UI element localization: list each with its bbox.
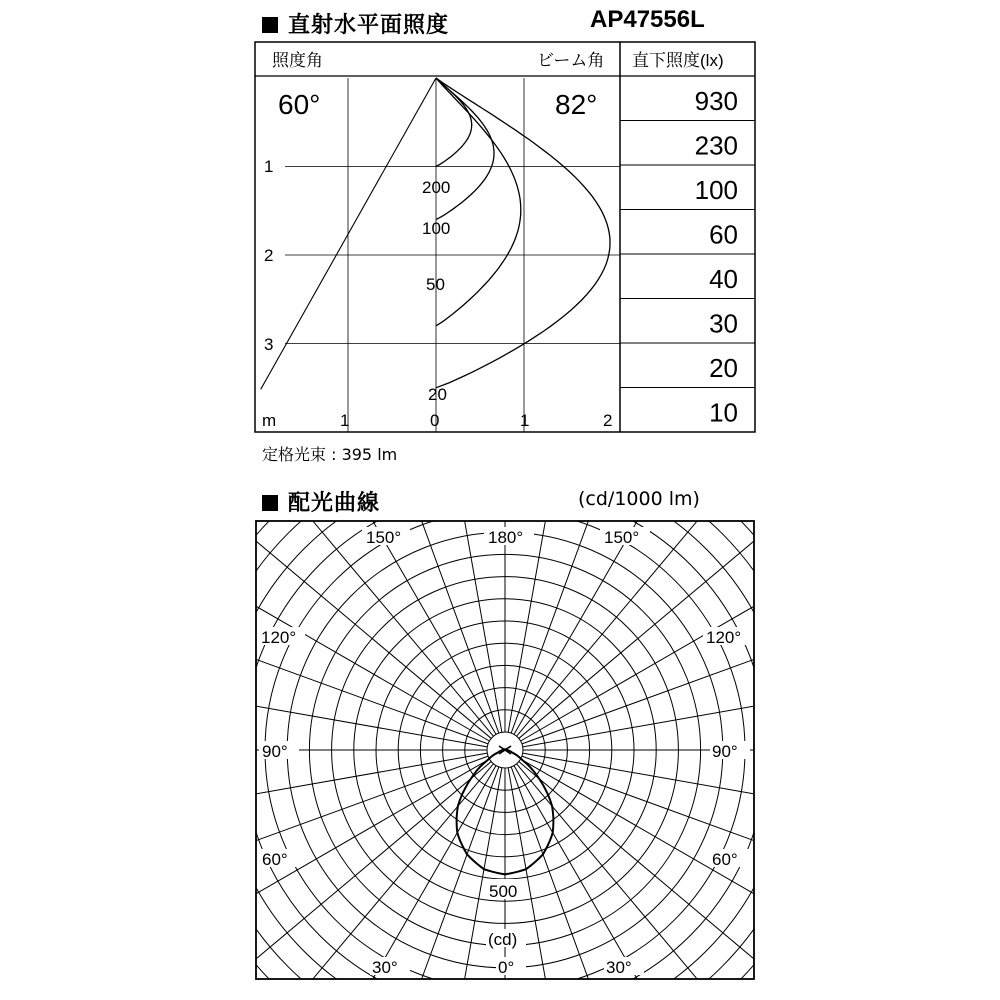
polar-spoke [368,374,499,733]
polar-spoke [521,550,852,741]
model-number: AP47556L [590,6,705,33]
table-value-2: 100 [694,175,738,205]
angle-label-30-right: 30° [606,958,632,977]
table-value-5: 30 [709,308,738,339]
beam-angle-label: ビーム角 [537,51,605,70]
angle-label-60-right: 60° [712,850,738,869]
x-tick-right-2: 2 [603,411,613,430]
polar-spoke [517,444,763,737]
x-tick-right-1: 1 [520,411,530,430]
polar-spoke [519,493,812,739]
polar-spoke [521,759,852,950]
polar-grid [105,350,905,1000]
curve-label-20: 20 [428,385,447,404]
angle-label-60-left: 60° [262,850,288,869]
table-value-6: 20 [709,353,738,383]
curve-label-50: 50 [426,275,445,294]
polar-spoke [248,444,494,737]
polar-spoke [511,374,642,733]
polar-spoke [111,681,487,747]
angle-label-150-left: 150° [366,528,402,547]
x-tick-left-1: 1 [340,411,350,430]
polar-spoke [199,762,492,1000]
polar-spoke [129,613,488,744]
illum-angle-value: 60° [278,89,321,120]
curve-label-200: 200 [422,178,451,197]
illum-angle-label: 照度角 [272,51,323,70]
radial-label-500: 500 [489,882,518,901]
table-value-3: 60 [709,219,738,250]
rated-flux: 定格光束 : 395 lm [262,445,398,464]
table-value-0: 930 [694,86,738,116]
polar-spoke [514,404,705,735]
polar-unit-label: (cd/1000 lm) [578,488,700,510]
polar-spoke [523,753,899,819]
polar-spoke [159,550,490,741]
polar-spoke [159,759,490,950]
section1-title-text: 直射水平面照度 [288,13,450,38]
table-value-1: 230 [694,130,738,161]
angle-label-120-right: 120° [706,628,742,647]
polar-spoke [522,613,881,744]
radial-label-cd: (cd) [488,930,518,949]
y-tick-2: 2 [264,246,274,265]
angle-label-120-left: 120° [261,628,297,647]
x-unit-label: m [262,411,277,430]
y-tick-3: 3 [264,335,274,354]
curve-label-100: 100 [422,219,451,238]
angle-label-90-left: 90° [262,742,288,761]
polar-spoke [305,404,496,735]
angle-label-30-left: 30° [372,958,398,977]
polar-spoke [199,493,492,739]
polar-spoke [129,756,488,887]
polar-spoke [519,762,812,1000]
table-value-4: 40 [709,264,738,294]
x-tick-0: 0 [430,411,440,430]
polar-spoke [522,756,881,887]
polar-spoke [111,753,487,819]
polar-spoke [523,681,899,747]
angle-label-90-right: 90° [712,742,738,761]
beam-angle-value: 82° [555,89,598,120]
angle-label-150-right: 150° [604,528,640,547]
angle-label-180: 180° [488,528,524,547]
section2-title-text: 配光曲線 [288,491,381,516]
y-tick-1: 1 [264,157,274,176]
table-header-label: 直下照度(lx) [632,51,724,70]
table-value-7: 10 [709,397,738,428]
angle-label-0: 0° [498,958,515,977]
